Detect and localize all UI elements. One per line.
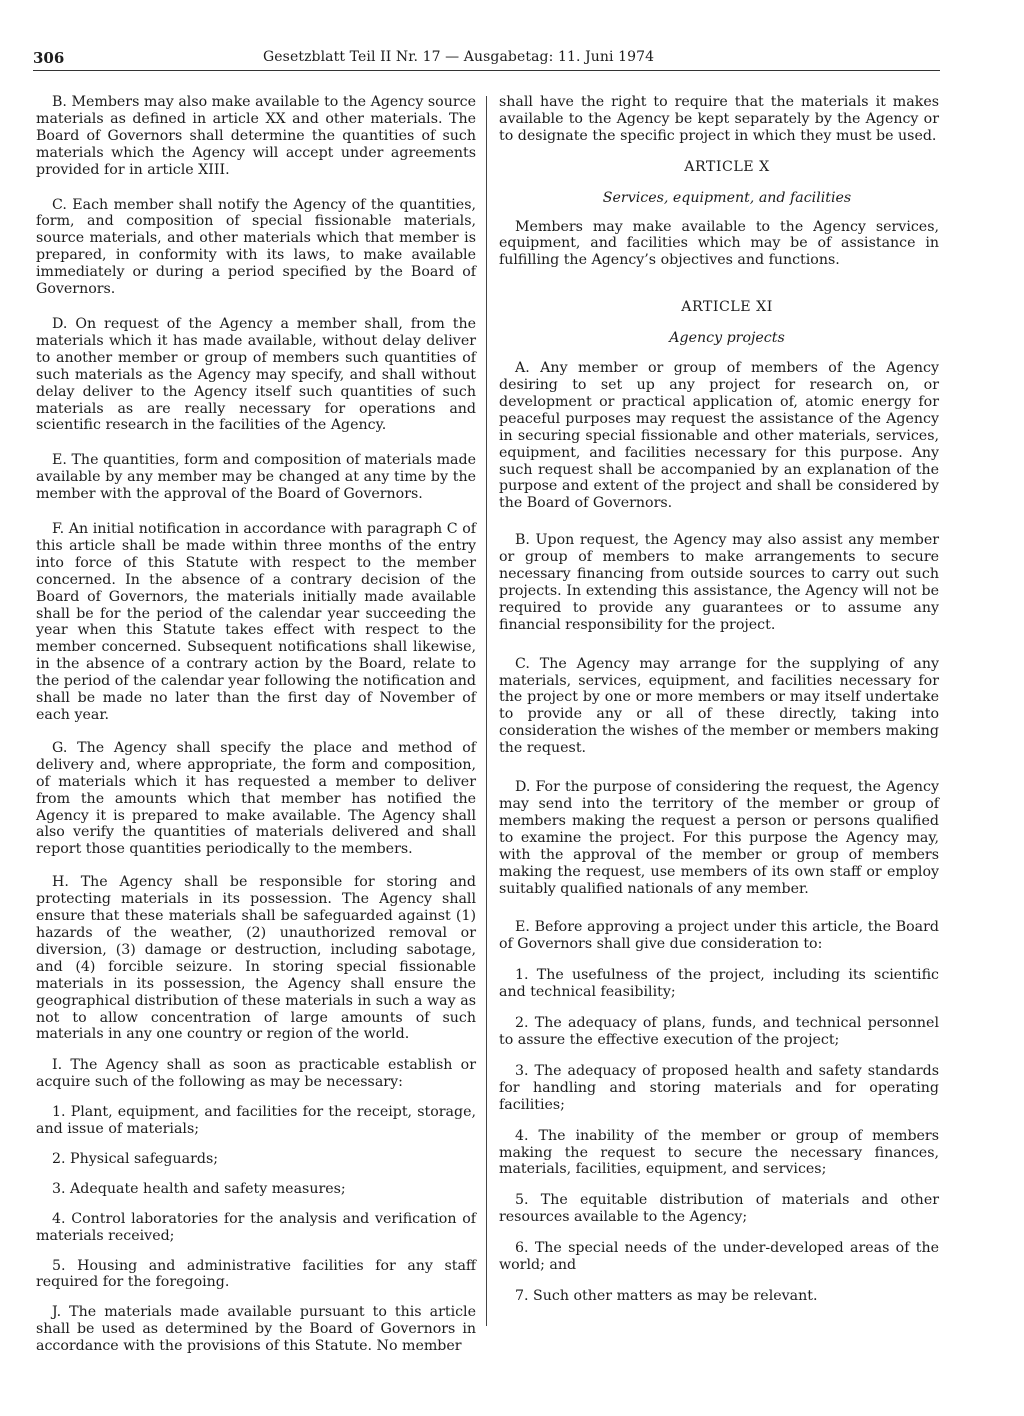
list-item: 4. The inability of the member or group of members making the request to secure the necessary finances, materials, facilities, equipment, and services;: [499, 1127, 939, 1178]
header-rule: [33, 70, 940, 71]
list-item: 6. The special needs of the under-developed areas of the world; and: [499, 1240, 939, 1274]
paragraph-g: G. The Agency shall specify the place and method of delivery and, where appropriate, the form and composition, of materials which it has requested a member to deliver from the amounts which that member has notified the Agency it is prepared to make available. The Agency shall also verify the quantities of materials delivered and shall report those quantities periodically to the members.: [36, 739, 476, 858]
list-item: 7. Such other matters as may be relevant.: [515, 1287, 818, 1304]
list-item: 3. Adequate health and safety measures;: [52, 1180, 346, 1197]
left-column: [36, 94, 476, 1355]
paragraph-e: E. The quantities, form and composition of materials made available by any member may be changed at any time by the member with the approval of the Board of Governors.: [36, 452, 476, 503]
list-item: 2. The adequacy of plans, funds, and technical personnel to assure the effective execution of the project;: [499, 1015, 939, 1048]
paragraph-a: A. Any member or group of members of the Agency desiring to set up any project for research on, or development or practical application of, atomic energy for peaceful purposes may request the assistance of the Agency in securing special fissionable and other materials, services, equipment, and facilities necessary for this purpose. Any such request shall be accompanied by an explanation of the purpose and extent of the project and shall be considered by the Board of Governors.: [499, 360, 939, 512]
list-item: 5. The equitable distribution of materials and other resources available to the Agency;: [499, 1192, 939, 1226]
paragraph-c: C. Each member shall notify the Agency of the quantities, form, and composition of special fissionable materials, source materials, and other materials which that member is prepared, in conformity with its laws, to make available immediately or during a period specified by the Board of Governors.: [36, 196, 476, 298]
paragraph-h: H. The Agency shall be responsible for storing and protecting materials in its possession. The Agency shall ensure that these materials shall be safeguarded against (1) hazards of the weather, (2) unauthorized removal or diversion, (3) damage or destruction, including sabotage, and (4) forcible seizure. In storing special fissionable materials in its possession, the Agency shall ensure the geographical distribution of these materials in such a way as not to allow concentration of large amounts of such materials in any one country or region of the world.: [36, 874, 476, 1043]
article-x-heading: ARTICLE X: [684, 158, 770, 175]
list-item: 1. Plant, equipment, and facilities for the receipt, storage, and issue of materials;: [36, 1104, 476, 1138]
paragraph-c: C. The Agency may arrange for the supplying of any materials, services, equipment, and facilities necessary for the project by one or more members or may itself undertake to provide any or all of these directly, taking into consideration the wishes of the member or members making the request.: [499, 655, 939, 757]
list-item: 2. Physical safeguards;: [52, 1150, 219, 1167]
paragraph-f: F. An initial notification in accordance with paragraph C of this article shall be made within three months of the entry into force of this Statute with respect to the member concerned. In the absence of a contrary decision of the Board of Governors, the materials initially made available shall be for the period of the calendar year succeeding the year when this Statute takes effect with respect to the member concerned. Subsequent notifications shall likewise, in the absence of a contrary action by the Board, relate to the period of the calendar year following the notification and shall be made no later than the first day of November of each year.: [36, 521, 476, 723]
paragraph-i: I. The Agency shall as soon as practicable establish or acquire such of the following as may be necessary:: [36, 1057, 476, 1091]
article-xi-heading: ARTICLE XI: [681, 299, 773, 316]
running-header: Gesetzblatt Teil II Nr. 17 — Ausgabetag: 11. Juni 1974: [263, 49, 655, 65]
paragraph-e: E. Before approving a project under this article, the Board of Governors shall give due consideration to:: [499, 919, 939, 953]
paragraph-d: D. For the purpose of considering the request, the Agency may send into the territory of the member or group of members making the request a person or persons qualified to examine the project. For this purpose the Agency may, with the approval of the member or group of members making the request, use members of its own staff or employ suitably qualified nationals of any member.: [499, 779, 939, 897]
article-x-paragraph: Members may make available to the Agency services, equipment, and facilities which may be of assistance in fulfilling the Agency’s objectives and functions.: [499, 218, 939, 269]
continuation-paragraph: shall have the right to require that the materials it makes available to the Agency be kept separately by the Agency or to designate the specific project in which they must be used.: [499, 94, 939, 144]
paragraph-b: B. Upon request, the Agency may also assist any member or group of members to make arrangements to secure necessary financing from outside sources to carry out such projects. In extending this assistance, the Agency will not be required to provide any guarantees or to assume any financial responsibility for the project.: [499, 532, 939, 633]
list-item: 4. Control laboratories for the analysis and verification of materials received;: [36, 1210, 476, 1244]
column-divider: [486, 96, 487, 1326]
list-item: 5. Housing and administrative facilities for any staff required for the foregoing.: [36, 1257, 476, 1291]
list-item: 1. The usefulness of the project, including its scientific and technical feasibility;: [499, 967, 939, 1001]
page-number: 306: [33, 49, 65, 67]
article-x-title: Services, equipment, and facilities: [602, 189, 852, 206]
right-column: [499, 94, 939, 1305]
paragraph-d: D. On request of the Agency a member shall, from the materials which it has made available, without delay deliver to another member or group of members such quantities of such materials as the Agency may specify, and shall without delay deliver to the Agency itself such quantities of such materials as are really necessary for operations and scientific research in the facilities of the Agency.: [36, 315, 476, 434]
paragraph-j: J. The materials made available pursuant to this article shall be used as determined by the Board of Governors in accordance with the provisions of this Statute. No member: [36, 1304, 476, 1355]
list-item: 3. The adequacy of proposed health and safety standards for handling and storing materials and for operating facilities;: [499, 1062, 939, 1113]
paragraph-b: B. Members may also make available to the Agency source materials as defined in article XX and other materials. The Board of Governors shall determine the quantities of such materials which the Agency will accept under agreements provided for in article XIII.: [36, 94, 476, 178]
article-xi-title: Agency projects: [669, 330, 785, 347]
